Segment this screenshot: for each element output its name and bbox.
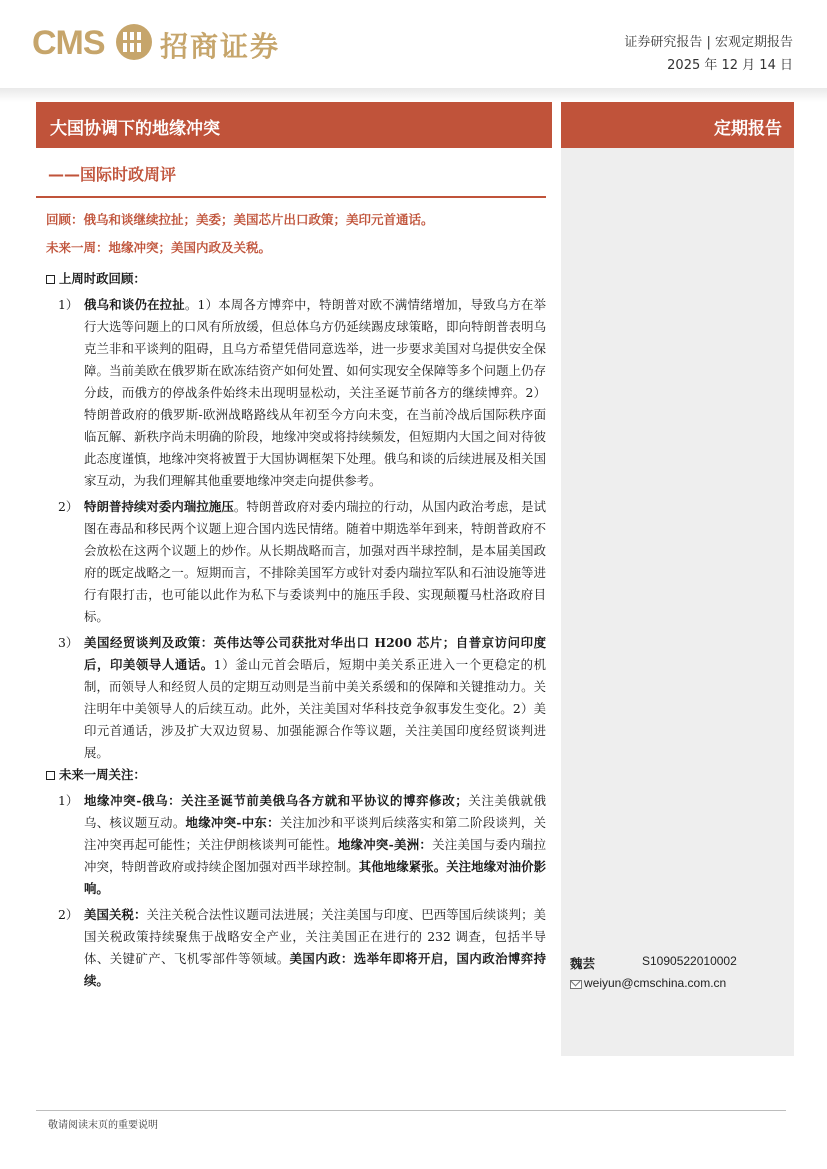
list-item: 2） 美国关税：关注关税合法性议题司法进展；关注美国与印度、巴西等国后续谈判；美国关税政策持续聚焦于战略安全产业，关注美国正在进行的 232 调查，包括半导体、关键矿产、飞机零部件等领域。美国内政：选举年即将开启，国内政治博弈持续。	[58, 907, 547, 988]
outlook-line: 未来一周：地缘冲突；美国内政及关税。	[46, 240, 272, 255]
side-label: 定期报告	[714, 119, 782, 139]
title-divider	[36, 196, 546, 198]
checkbox-bullet-icon	[46, 275, 55, 284]
summary-lines	[46, 206, 434, 262]
logo-badge-icon	[114, 22, 154, 62]
page-title: 大国协调下的地缘冲突	[50, 119, 220, 139]
mail-icon	[570, 980, 582, 989]
list-item: 1） 俄乌和谈仍在拉扯。1）本周各方博弈中，特朗普对欧不满情绪增加，导致乌方在举行大选等问题上的口风有所放缓，但总体乌方仍延续踢皮球策略，即向特朗普表明乌克兰非和平谈判的阻碍，且乌方希望凭借同意选举，进一步要求美国对乌提供安全保障。当前美欧在俄罗斯在欧冻结资产如何处置、如何实现安全保障等多个问题上仍存分歧，而俄方的停战条件始终未出现明显松动，关注圣诞节前各方的继续博弈。2）特朗普政府的俄罗斯-欧洲战略路线从年初至今方向未变，在当前冷战后国际秩序面临瓦解、新秩序尚未明确的阶段，地缘冲突或将持续频发，但短期内大国之间对待彼此态度谨慎，地缘冲突将被置于大国协调框架下处理。俄乌和谈的后续进展及相关国家互动，为我们理解其他重要地缘冲突走向提供参考。	[58, 297, 547, 488]
recap-line: 回顾：俄乌和谈继续拉扯；美委；美国芯片出口政策；美印元首通话。	[46, 212, 434, 227]
author-email[interactable]: weiyun@cmschina.com.cn	[584, 976, 727, 990]
company-logo	[32, 22, 292, 68]
list-item: 3） 美国经贸谈判及政策：英伟达等公司获批对华出口 H200 芯片；自普京访问印度后，印美领导人通话。1）釜山元首会晤后，短期中美关系正进入一个更稳定的机制，而领导人和经贸人员的定期互动则是当前中美关系缓和的保障和关键推动力。关注明年中美领导人的后续互动。此外，关注美国对华科技竞争叙事发生变化。2）美印元首通话，涉及扩大双边贸易、加强能源合作等议题，关注美国印度经贸谈判进展。	[58, 635, 546, 760]
section-heading: 上周时政回顾：	[46, 268, 546, 290]
list-item: 2） 特朗普持续对委内瑞拉施压。特朗普政府对委内瑞拉的行动，从国内政治考虑，是试图在毒品和移民两个议题上迎合国内选民情绪。随着中期选举年到来，特朗普政府不会放松在这两个议题上的炒作。从长期战略而言，加强对西半球控制，是本届美国政府的既定战略之一。短期而言，不排除美国军方或针对委内瑞拉军队和石油设施等进行有限打击，也可能以此作为私下与委谈判中的施压手段、实现颠覆马杜洛政府目标。	[58, 499, 547, 624]
list-item: 1） 地缘冲突-俄乌：关注圣诞节前美俄乌各方就和平协议的博弈修改；关注美俄就俄乌、核议题互动。地缘冲突-中东：关注加沙和平谈判后续落实和第二阶段谈判，关注冲突再起可能性；关注伊朗核谈判可能性。地缘冲突-美洲：关注美国与委内瑞拉冲突，特朗普政府或持续企图加强对西半球控制。其他地缘紧张。关注地缘对油价影响。	[58, 793, 547, 896]
header-meta	[624, 31, 793, 77]
checkbox-bullet-icon	[46, 771, 55, 780]
author-block	[568, 954, 790, 998]
header-band	[0, 88, 827, 102]
report-type: 证券研究报告 | 宏观定期报告	[624, 35, 793, 50]
section-heading: 未来一周关注：	[46, 764, 546, 786]
report-date: 2025 年 12 月 14 日	[667, 58, 793, 73]
page-subtitle: ——国际时政周评	[48, 165, 177, 184]
title-bar	[36, 102, 552, 148]
side-label-bar	[561, 102, 794, 148]
author-license: S1090522010002	[642, 954, 737, 968]
side-panel	[561, 148, 794, 1056]
footer-note: 敬请阅读末页的重要说明	[48, 1120, 158, 1131]
logo-chinese-text: 招商证券	[160, 30, 281, 63]
author-name: 魏芸	[570, 956, 596, 971]
footer-divider	[36, 1110, 786, 1111]
report-body	[46, 268, 546, 992]
logo-text: CMS	[32, 24, 105, 62]
